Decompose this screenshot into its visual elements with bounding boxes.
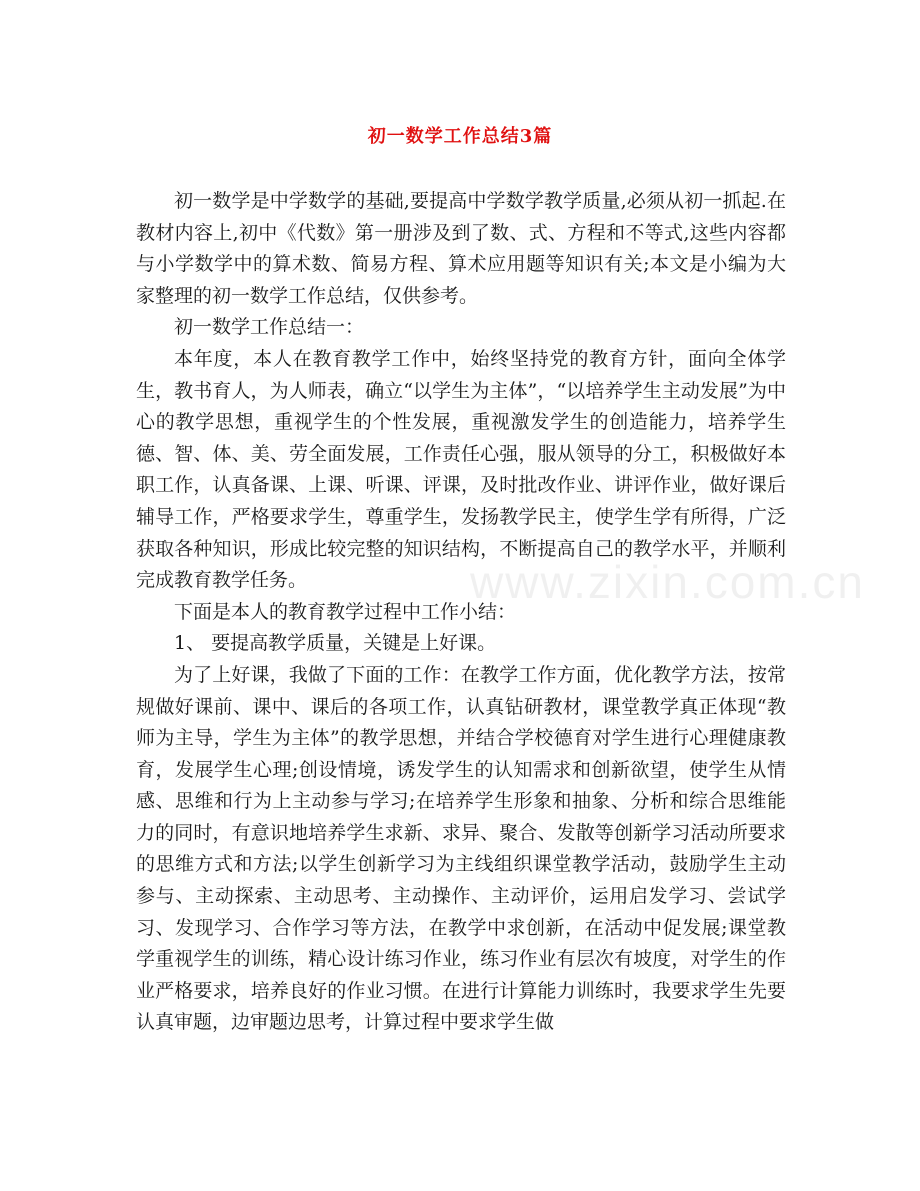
watermark-text: www.zixin.com.cn: [470, 556, 865, 608]
paragraph-subheading: 下面是本人的教育教学过程中工作小结：: [174, 600, 517, 623]
paragraph-point-1: 1、 要提高教学质量，关键是上好课。: [174, 632, 497, 655]
document-title: 初一数学工作总结3篇: [367, 126, 553, 147]
paragraph-section-heading: 初一数学工作总结一：: [174, 316, 365, 339]
paragraph-intro: 初一数学是中学数学的基础,要提高中学数学教学质量,必须从初一抓起.在教材内容上,初中《代数》第一册涉及到了数、式、方程和不等式,这些内容都与小学数学中的算术数、简易方程、算术应用题等知识有关;本文是小编为大家整理的初一数学工作总结，仅供参考。: [136, 190, 786, 307]
paragraph-teaching-work: 为了上好课，我做了下面的工作：在教学工作方面，优化教学方法，按常规做好课前、课中、课后的各项工作，认真钻研教材，课堂教学真正体现“教师为主导，学生为主体”的教学思想，并结合学校德育对学生进行心理健康教育，发展学生心理;创设情境，诱发学生的认知需求和创新欲望，使学生从情感、思维和行为上主动参与学习;在培养学生形象和抽象、分析和综合思维能力的同时，有意识地培养学生求新、求异、聚合、发散等创新学习活动所要求的思维方式和方法;以学生创新学习为主线组织课堂教学活动，鼓励学生主动参与、主动探索、主动思考、主动操作、主动评价，运用启发学习、尝试学习、发现学习、合作学习等方法，在教学中求创新，在活动中促发展;课堂教学重视学生的训练，精心设计练习作业，练习作业有层次有坡度，对学生的作业严格要求，培养良好的作业习惯。在进行计算能力训练时，我要求学生先要认真审题，边审题边思考，计算过程中要求学生做: [136, 663, 786, 1034]
document-body: [136, 186, 786, 1039]
paragraph-annual-summary: 本年度，本人在教育教学工作中，始终坚持党的教育方针，面向全体学生，教书育人，为人师表，确立“以学生为主体”，“以培养学生主动发展”为中心的教学思想，重视学生的个性发展，重视激发学生的创造能力，培养学生德、智、体、美、劳全面发展，工作责任心强，服从领导的分工，积极做好本职工作，认真备课、上课、听课、评课，及时批改作业、讲评作业，做好课后辅导工作，严格要求学生，尊重学生，发扬教学民主，使学生学有所得，广泛获取各种知识，形成比较完整的知识结构，不断提高自己的教学水平，并顺利完成教育教学任务。: [136, 347, 786, 592]
